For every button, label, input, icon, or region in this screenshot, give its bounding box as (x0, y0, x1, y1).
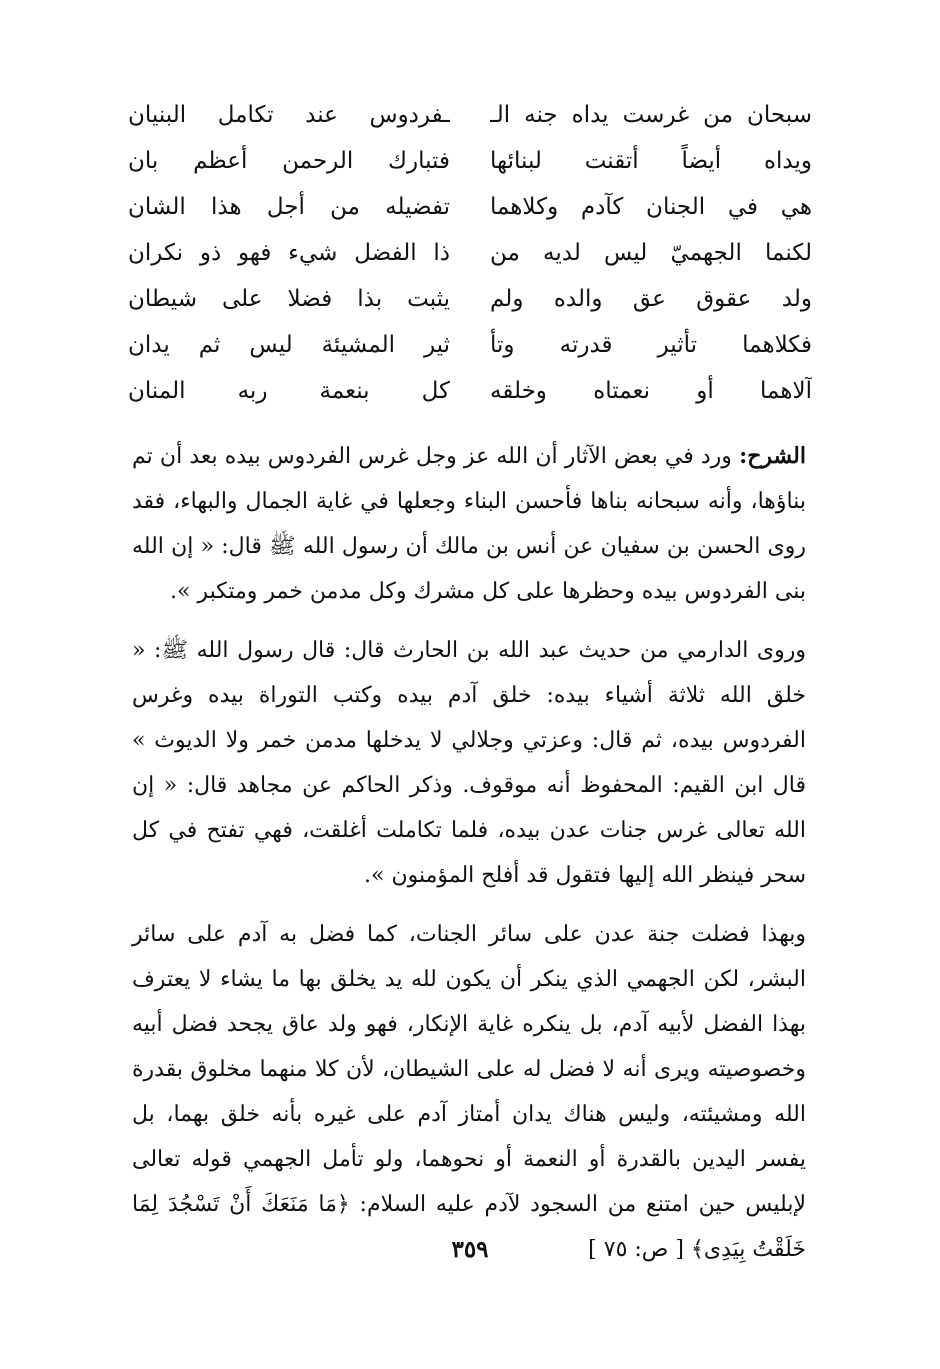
poem-verses (128, 92, 812, 414)
verse-left-hemistich: تفضيله من أجل هذا الشان (128, 194, 450, 220)
verse-line (128, 276, 812, 322)
verse-left-hemistich: فتبارك الرحمن أعظم بان (128, 148, 450, 174)
verse-line (128, 322, 812, 368)
verse-line (128, 230, 812, 276)
verse-line (128, 184, 812, 230)
commentary-paragraph-1-text: ورد في بعض الآثار أن الله عز وجل غرس الفردوس بيده بعد أن تم بناؤها، وأنه سبحانه بناها فأحسن البناء وجعلها في غاية الجمال والبهاء، فقد روى الحسن بن سفيان عن أنس بن مالك أن رسول الله ﷺ قال: « إن الله بنى الفردوس بيده وحظرها على كل مشرك وكل مدمن خمر ومتكبر ». (132, 444, 806, 604)
verse-line (128, 368, 812, 414)
verse-left-hemistich: يثبت بذا فضلا على شيطان (128, 286, 450, 312)
verse-left-hemistich: كل بنعمة ربه المنان (128, 378, 450, 404)
commentary-paragraph-2: وروى الدارمي من حديث عبد الله بن الحارث قال: قال رسول الله ﷺ: « خلق الله ثلاثة أشياء بيده: خلق آدم بيده وكتب التوراة بيده وغرس الفردوس بيده، ثم قال: وعزتي وجلالي لا يدخلها مدمن خمر ولا الديوث » قال ابن القيم: المحفوظ أنه موقوف. وذكر الحاكم عن مجاهد قال: « إن الله تعالى غرس جنات عدن بيده، فلما تكاملت أغلقت، فهي تفتح في كل سحر فينظر الله إليها فتقول قد أفلح المؤمنون ». (132, 638, 806, 888)
verse-line (128, 138, 812, 184)
commentary-paragraph-3: وبهذا فضلت جنة عدن على سائر الجنات، كما فضل به آدم على سائر البشر، لكن الجهمي الذي ينكر أن يكون لله يد يخلق بها ما يشاء لا يعترف بهذا الفضل لأبيه آدم، بل ينكره غاية الإنكار، فهو ولد عاق يجحد فضل أبيه وخصوصيته ويرى أنه لا فضل له على الشيطان، لأن كلا منهما مخلوق بقدرة الله ومشيئته، وليس هناك يدان أمتاز آدم على غيره بأنه خلق بهما، بل يفسر اليدين بالقدرة أو النعمة أو نحوهما، ولو تأمل الجهمي قوله تعالى لإبليس حين امتنع من السجود لآدم عليه السلام: ﴿مَا مَنَعَكَ أَنْ تَسْجُدَ لِمَا خَلَقْتُ بِيَدِى﴾ [ ص: ٧٥ ] (132, 922, 806, 1262)
commentary-paragraph-1 (132, 434, 806, 614)
verse-left-hemistich: ذا الفضل شيء فهو ذو نكران (128, 240, 450, 266)
verse-right-hemistich: ويداه أيضاً أتقنت لبنائها (490, 148, 812, 174)
verse-right-hemistich: سبحان من غرست يداه جنه الـ (490, 102, 812, 128)
verse-right-hemistich: آلاهما أو نعمتاه وخلقه (490, 378, 812, 404)
verse-right-hemistich: هي في الجنان كآدم وكلاهما (490, 194, 812, 220)
verse-right-hemistich: لكنما الجهميّ ليس لديه من (490, 240, 812, 266)
verse-line (128, 92, 812, 138)
verse-left-hemistich: ـفردوس عند تكامل البنيان (128, 102, 450, 128)
verse-left-hemistich: ثير المشيئة ليس ثم يدان (128, 332, 450, 358)
page-number: ٣٥٩ (451, 1236, 489, 1263)
verse-right-hemistich: فكلاهما تأثير قدرته وتأ (490, 332, 812, 358)
commentary-body (132, 434, 806, 1272)
commentary-label: الشرح: (739, 443, 806, 469)
verse-right-hemistich: ولد عقوق عق والده ولم (490, 286, 812, 312)
